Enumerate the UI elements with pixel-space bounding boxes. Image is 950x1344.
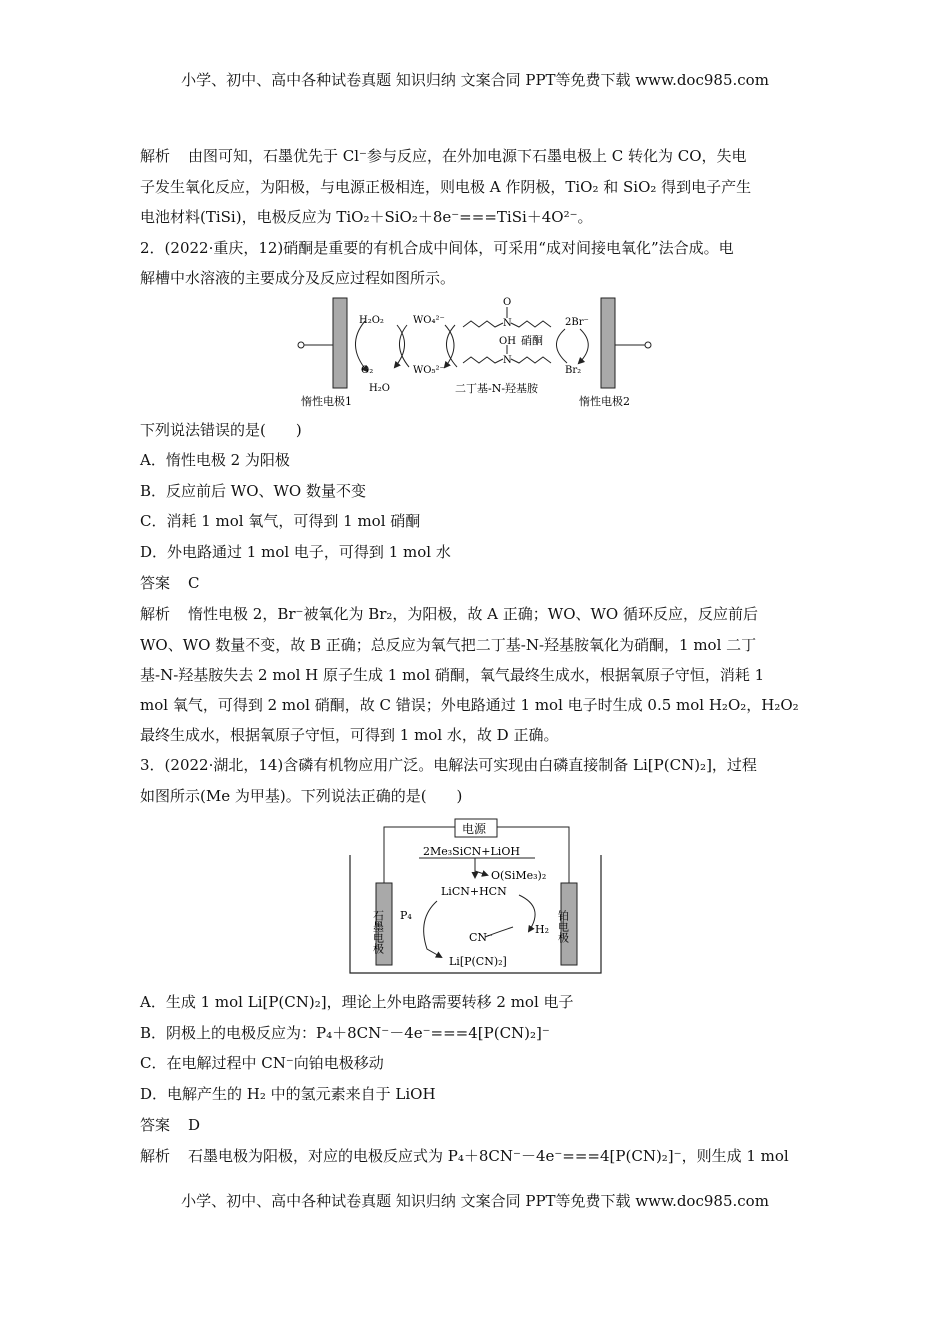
q2-option-d: D．外电路通过 1 mol 电子，可得到 1 mol 水 bbox=[140, 543, 451, 561]
product-label: Li[P(CN)₂] bbox=[449, 955, 507, 968]
q3-analysis-line-1 bbox=[140, 1145, 789, 1166]
licn-hcn-label: LiCN+HCN bbox=[441, 885, 507, 898]
amine-chain-right bbox=[511, 357, 551, 363]
amine-label: 二丁基-N-羟基胺 bbox=[455, 382, 539, 395]
q3-electrolysis-diagram bbox=[345, 815, 607, 980]
wo5-label: WO₅²⁻ bbox=[413, 365, 445, 376]
wo4-label: WO₄²⁻ bbox=[413, 315, 445, 326]
q3-answer-label: 答案 bbox=[140, 1116, 171, 1134]
q2-answer-label: 答案 bbox=[140, 574, 171, 592]
br-minus-label: 2Br⁻ bbox=[565, 317, 589, 328]
h2-label: H₂ bbox=[535, 923, 550, 936]
q2-answer-value: C bbox=[188, 574, 200, 592]
q3-stem-line-1: 3．(2022·湖北，14)含磷有机物应用广泛。电解法可实现由白磷直接制备 Li[P(CN)₂]，过程 bbox=[140, 756, 757, 774]
q3-option-c: C．在电解过程中 CN⁻向铂电极移动 bbox=[140, 1054, 384, 1072]
q2-analysis-label: 解析 bbox=[140, 605, 171, 623]
nitrone-chain-left bbox=[463, 321, 503, 327]
q3-stem-line-2: 如图所示(Me 为甲基)。下列说法正确的是( ) bbox=[140, 787, 463, 805]
br2-label: Br₂ bbox=[565, 365, 582, 376]
q2-stem-line-1: 2．(2022·重庆，12)硝酮是重要的有机合成中间体，可采用“成对间接电氧化”法合成。电 bbox=[140, 239, 734, 257]
q3-option-d: D．电解产生的 H₂ 中的氢元素来自于 LiOH bbox=[140, 1085, 436, 1103]
page-footer: 小学、初中、高中各种试卷真题 知识归纳 文案合同 PPT等免费下载 www.doc985.com bbox=[181, 1192, 769, 1210]
q3-analysis-text-1: 石墨电极为阳极，对应的电极反应式为 P₄＋8CN⁻－4e⁻===4[P(CN)₂]⁻，则生成 1 mol bbox=[188, 1147, 789, 1165]
o2-label: O₂ bbox=[361, 365, 374, 376]
q1-analysis-text-1: 由图可知，石墨优先于 Cl⁻参与反应，在外加电源下石墨电极上 C 转化为 CO，失电 bbox=[188, 147, 747, 165]
electrode-1-label: 惰性电极1 bbox=[301, 395, 352, 408]
q2-analysis-line-5: 最终生成水，根据氧原子守恒，可得到 1 mol 水，故 D 正确。 bbox=[140, 726, 559, 744]
electrode-2 bbox=[601, 298, 615, 388]
q2-option-b: B．反应前后 WO、WO 数量不变 bbox=[140, 482, 366, 500]
q3-option-a: A．生成 1 mol Li[P(CN)₂]，理论上外电路需要转移 2 mol 电子 bbox=[140, 993, 574, 1011]
cycle-arrow-7 bbox=[579, 329, 588, 363]
byproduct-label: O(SiMe₃)₂ bbox=[491, 869, 547, 882]
platinum-electrode-label: 铂电极 bbox=[556, 910, 570, 943]
electrode-2-terminal bbox=[645, 342, 651, 348]
p4-label: P₄ bbox=[400, 909, 412, 922]
q2-analysis-text-1: 惰性电极 2，Br⁻被氧化为 Br₂，为阳极，故 A 正确；WO、WO 循环反应，反应前后 bbox=[188, 605, 758, 623]
cycle-arrow-1 bbox=[355, 321, 367, 371]
q3-answer bbox=[140, 1114, 200, 1135]
q2-option-c: C．消耗 1 mol 氧气，可得到 1 mol 硝酮 bbox=[140, 512, 421, 530]
p4-to-product-arrow bbox=[424, 901, 441, 957]
q2-reaction-diagram bbox=[295, 293, 655, 413]
electrode-1 bbox=[333, 298, 347, 388]
q1-analysis-label: 解析 bbox=[140, 147, 171, 165]
h2o2-label: H₂O₂ bbox=[359, 315, 384, 326]
q2-answer bbox=[140, 572, 200, 593]
q2-option-a: A．惰性电极 2 为阳极 bbox=[140, 451, 290, 469]
q2-analysis-line-2: WO、WO 数量不变，故 B 正确；总反应为氧气把二丁基-N-羟基胺氧化为硝酮，1 mol 二丁 bbox=[140, 636, 757, 654]
q1-analysis-line-3: 电池材料(TiSi)，电极反应为 TiO₂＋SiO₂＋8e⁻===TiSi＋4O²⁻。 bbox=[140, 208, 593, 226]
hcn-to-h2-arrow bbox=[519, 895, 535, 931]
page-header: 小学、初中、高中各种试卷真题 知识归纳 文案合同 PPT等免费下载 www.doc985.com bbox=[181, 71, 769, 89]
h2o-label: H₂O bbox=[369, 383, 390, 394]
q2-prompt: 下列说法错误的是( ) bbox=[140, 421, 302, 439]
cycle-arrow-6 bbox=[556, 329, 567, 363]
q3-analysis-label: 解析 bbox=[140, 1147, 171, 1165]
q1-analysis-line-2: 子发生氧化反应，为阳极，与电源正极相连，则电极 A 作阴极，TiO₂ 和 SiO₂ 得到电子产生 bbox=[140, 178, 752, 196]
q3-answer-value: D bbox=[188, 1116, 201, 1134]
power-source-label: 电源 bbox=[462, 822, 487, 836]
cycle-arrow-5 bbox=[446, 325, 457, 367]
electrode-2-label: 惰性电极2 bbox=[579, 395, 630, 408]
electrode-1-terminal bbox=[298, 342, 304, 348]
q2-stem-line-2: 解槽中水溶液的主要成分及反应过程如图所示。 bbox=[140, 269, 456, 287]
amine-chain-left bbox=[463, 357, 503, 363]
byproduct-arrow bbox=[475, 871, 487, 875]
q2-analysis-line-4: mol 氧气，可得到 2 mol 硝酮，故 C 错误；外电路通过 1 mol 电子时生成 0.5 mol H₂O₂，H₂O₂ bbox=[140, 696, 799, 714]
q2-analysis-line-3: 基-N-羟基胺失去 2 mol H 原子生成 1 mol 硝酮，氧气最终生成水，根据氧原子守恒，消耗 1 bbox=[140, 666, 765, 684]
cn-label: CN⁻ bbox=[469, 931, 493, 944]
q3-option-b: B．阴极上的电极反应为：P₄＋8CN⁻－4e⁻===4[P(CN)₂]⁻ bbox=[140, 1024, 550, 1042]
q2-analysis-line-1 bbox=[140, 603, 758, 624]
nitrone-n-atom: N bbox=[503, 318, 512, 329]
amine-oh-label: OH bbox=[499, 336, 516, 347]
nitrone-o-atom: O bbox=[503, 297, 512, 308]
reagent-label: 2Me₃SiCN+LiOH bbox=[423, 845, 520, 858]
graphite-electrode-label: 石墨电极 bbox=[371, 910, 385, 954]
nitrone-label: 硝酮 bbox=[521, 334, 543, 347]
amine-n-atom: N bbox=[503, 355, 512, 366]
nitrone-chain-right bbox=[511, 321, 551, 327]
q1-analysis-line-1 bbox=[140, 145, 747, 166]
